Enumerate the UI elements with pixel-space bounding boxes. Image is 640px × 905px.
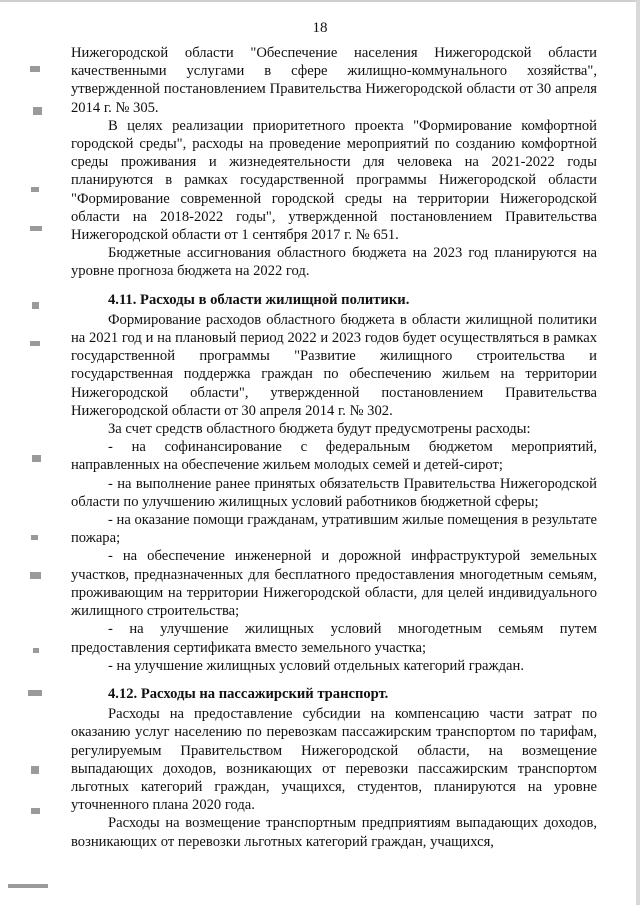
paragraph-comfortable-urban-environment: В целях реализации приоритетного проекта "Формирование комфортной городской среды", расходы на проведение мероприятий по созданию комфортной среды проживания и жизнедеятельности для человека на 2021-2022 годы планируются в рамках государственной программы Нижегородской области "Формирование современной городской среды на территории Нижегородской области на 2018-2022 годы", утвержденной постановлением Правительства Нижегородской области от 1 сентября 2017 г. № 651. <box>71 117 597 244</box>
list-item: - на улучшение жилищных условий отдельных категорий граждан. <box>108 657 524 674</box>
paragraph-expenses-intro: За счет средств областного бюджета будут предусмотрены расходы: <box>108 421 531 438</box>
paragraph-housing-policy-program: Формирование расходов областного бюджета в области жилищной политики на 2021 год и на плановый период 2022 и 2023 годов будет осуществляться в рамках государственной программы "Развитие жилищного строительства и государственная поддержка граждан по обеспечению жильем на территории Нижегородской области", утвержденной постановлением Правительства Нижегородской области от 30 апреля 2014 г. № 302. <box>71 311 597 419</box>
paragraph-budget-2023: Бюджетные ассигнования областного бюджета на 2023 год планируются на уровне прогноза бюджета на 2022 год. <box>71 245 597 280</box>
list-item: - на оказание помощи гражданам, утратившим жилые помещения в результате пожара; <box>71 512 597 547</box>
list-item: - на обеспечение инженерной и дорожной инфраструктурой земельных участков, предназначенных для бесплатного предоставления многодетным семьям, проживающим на территории Нижегородской области, для целей индивидуального жилищного строительства; <box>71 548 597 620</box>
document-body <box>71 44 597 851</box>
paragraph-program-housing-utilities: Нижегородской области "Обеспечение населения Нижегородской области качественными услугами в сфере жилищно-коммунального хозяйства", утвержденной постановлением Правительства Нижегородской области от 30 апреля 2014 г. № 305. <box>71 45 597 116</box>
list-item: - на выполнение ранее принятых обязательств Правительства Нижегородской области по улучшению жилищных условий работников бюджетной сферы; <box>71 475 597 510</box>
scan-right-edge <box>636 0 640 905</box>
section-heading-housing-policy: 4.11. Расходы в области жилищной политики. <box>108 291 410 308</box>
scan-top-edge <box>0 0 640 2</box>
page-number: 18 <box>312 20 328 36</box>
paragraph-transport-subsidy: Расходы на предоставление субсидии на компенсацию части затрат по оказанию услуг населению по перевозкам пассажирским транспортом по тарифам, регулируемым Правительством Нижегородской области, на возмещение выпадающих доходов, возникающих от перевозки пассажирским транспортом льготных категорий граждан, учащихся, студентов, планируются на уровне уточненного плана 2020 года. <box>71 706 597 814</box>
paragraph-transport-compensation: Расходы на возмещение транспортным предприятиям выпадающих доходов, возникающих от перевозки льготных категорий граждан, учащихся, <box>71 815 597 850</box>
section-heading-passenger-transport: 4.12. Расходы на пассажирский транспорт. <box>108 685 389 702</box>
list-item: - на улучшение жилищных условий многодетным семьям путем предоставления сертификата вместо земельного участка; <box>71 621 597 656</box>
list-item: - на софинансирование с федеральным бюджетом мероприятий, направленных на обеспечение жильем молодых семей и детей-сирот; <box>71 439 597 474</box>
scan-margin-noise <box>0 0 60 905</box>
